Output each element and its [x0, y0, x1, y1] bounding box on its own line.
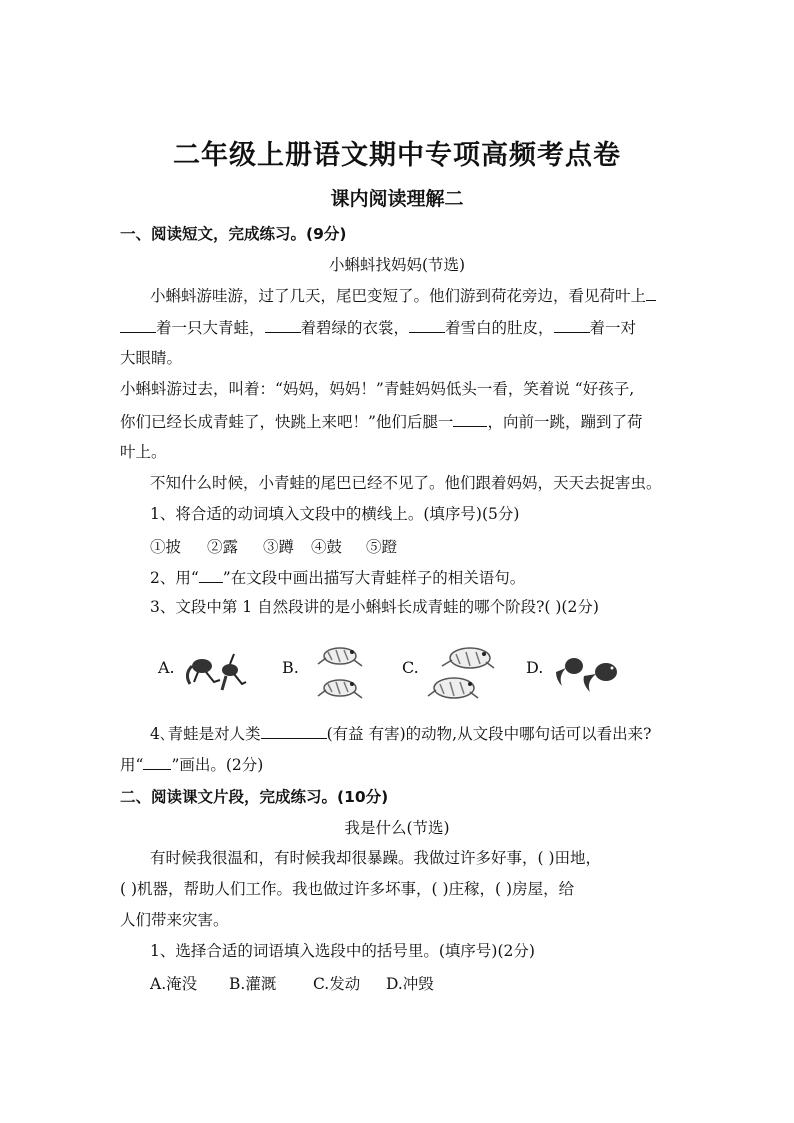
- passage-1-title: 小蝌蚪找妈妈(节选): [328, 256, 466, 274]
- fill-blank[interactable]: [120, 316, 156, 333]
- page-title: 二年级上册语文期中专项高频考点卷: [173, 140, 621, 171]
- question-1-2: 2、用“ ”在文段中画出描写大青蛙样子的相关语句。: [150, 566, 680, 588]
- option-item: ⑤蹬: [366, 538, 398, 556]
- option-item: D.冲毁: [386, 975, 434, 993]
- option-item: C.发动: [313, 975, 361, 993]
- option-b-label: B.: [282, 658, 299, 677]
- young-frogs-image[interactable]: [312, 638, 372, 706]
- fill-blank[interactable]: [554, 316, 590, 333]
- page-subtitle: 课内阅读理解二: [330, 188, 464, 210]
- question-1-4-line1: 4､青蛙是对人类 (有益 有害)的动物,从文段中哪句话可以看出来?: [150, 722, 680, 744]
- passage-1-para2-line1: 小蝌蚪游过去，叫着：“妈妈，妈妈！”青蛙妈妈低头一看，笑着说 “好孩子,: [120, 380, 635, 398]
- passage-2-line1: 有时候我很温和，有时候我却很暴躁。我做过许多好事，( )田地，: [150, 849, 602, 867]
- question-2-1: 1、选择合适的词语填入选段中的括号里。(填序号)(2分): [150, 942, 535, 960]
- option-item: ④鼓: [311, 538, 343, 556]
- fill-blank[interactable]: [261, 722, 327, 739]
- underline-sample: [199, 566, 223, 583]
- option-item: ①披: [150, 538, 182, 556]
- option-c-label: C.: [402, 658, 419, 677]
- option-item: ②露: [207, 538, 239, 556]
- passage-2-title: 我是什么(节选): [344, 819, 450, 837]
- passage-1-para2-line2: 你们已经长成青蛙了，快跳上来吧！”他们后腿一 ，向前一跳，蹦到了荷: [120, 410, 680, 432]
- passage-2-line3: 人们带来灾害。: [120, 911, 229, 929]
- underline-sample: [143, 753, 171, 770]
- passage-1-para1-line3: 大眼睛。: [120, 349, 183, 367]
- frogs-image[interactable]: [426, 636, 498, 708]
- passage-1-para3: 不知什么时候，小青蛙的尾巴已经不见了。他们跟着妈妈，天天去捉害虫。: [150, 474, 662, 492]
- option-item: ③蹲: [263, 538, 295, 556]
- question-1-4-line2: 用“ ”画出。(2分): [120, 753, 680, 775]
- question-1-1: 1、将合适的动词填入文段中的横线上。(填序号)(5分): [150, 505, 520, 523]
- question-1-3: 3、文段中第 1 自然段讲的是小蝌蚪长成青蛙的哪个阶段?( )(2分): [150, 598, 599, 616]
- option-a-label: A.: [158, 658, 175, 677]
- section-2-heading: 二、阅读课文片段，完成练习。(10分): [120, 788, 389, 806]
- fill-blank[interactable]: [453, 410, 487, 427]
- tadpoles-image[interactable]: [554, 646, 626, 698]
- option-item: A.淹没: [150, 975, 198, 993]
- option-d-label: D.: [526, 658, 544, 677]
- option-item: B.灌溉: [229, 975, 277, 993]
- fill-blank[interactable]: [646, 284, 656, 301]
- question-1-3-image-options: [150, 632, 670, 712]
- tadpole-with-hind-legs-image[interactable]: [186, 644, 250, 700]
- fill-blank[interactable]: [409, 316, 445, 333]
- section-1-heading: 一、阅读短文，完成练习。(9分): [120, 225, 347, 243]
- passage-1-para2-line3: 叶上。: [120, 443, 167, 461]
- passage-1-para1-line1: 小蝌蚪游哇游，过了几天，尾巴变短了。他们游到荷花旁边，看见荷叶上: [150, 284, 680, 306]
- passage-2-line2: ( )机器，帮助人们工作。我也做过许多坏事，( )庄稼，( )房屋，给: [120, 880, 575, 898]
- passage-1-para1-line2: 着一只大青蛙， 着碧绿的衣裳， 着雪白的肚皮， 着一对: [120, 316, 680, 338]
- fill-blank[interactable]: [265, 316, 301, 333]
